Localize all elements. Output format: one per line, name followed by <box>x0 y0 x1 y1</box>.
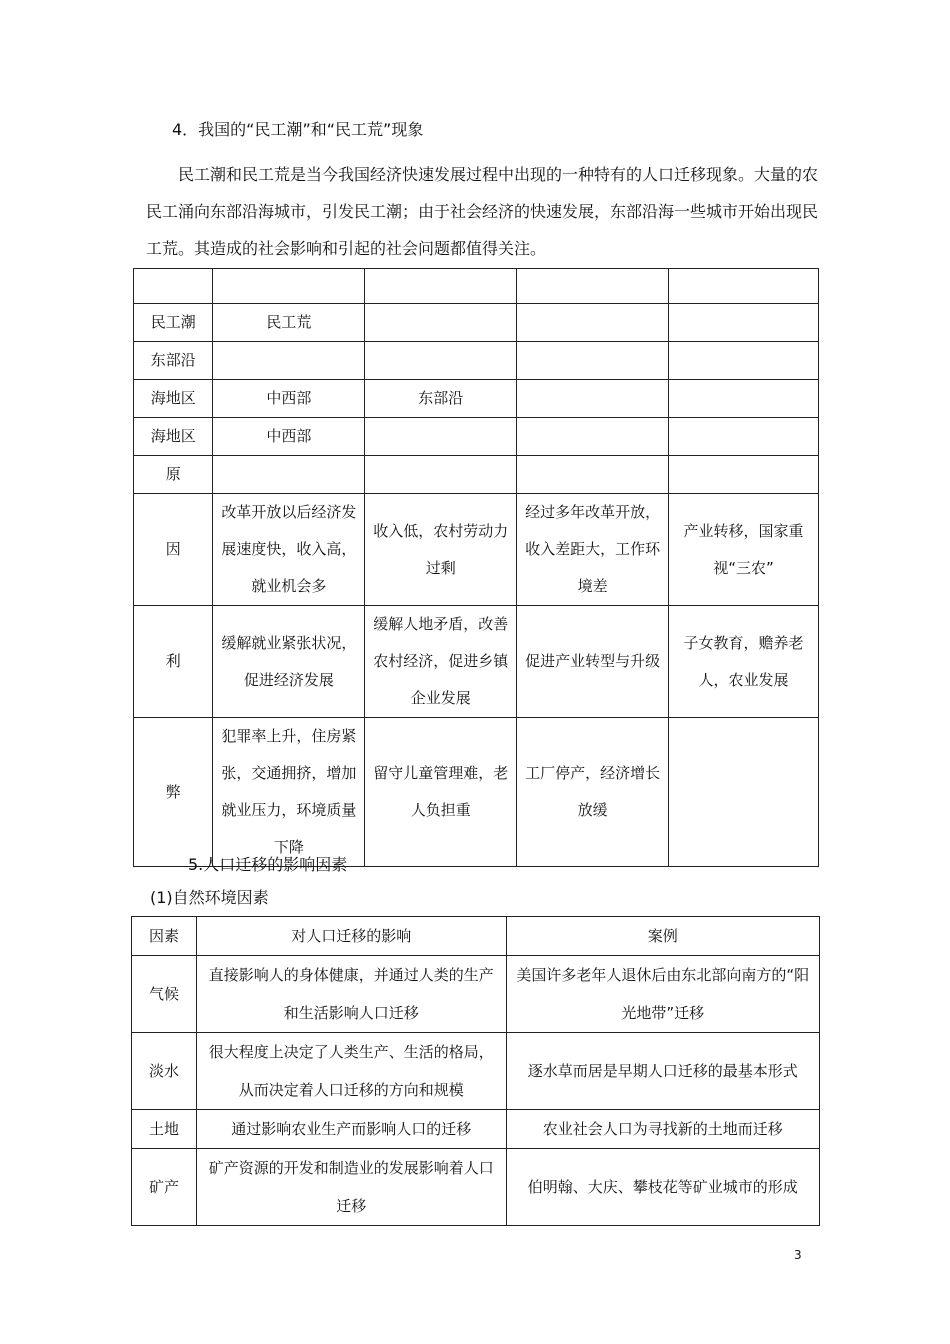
migrant-table <box>133 268 819 867</box>
table-cell: 产业转移，国家重视“三农” <box>669 494 819 606</box>
table-row <box>132 956 820 1033</box>
table-cell: 直接影响人的身体健康，并通过人类的生产和生活影响人口迁移 <box>197 956 506 1033</box>
table-cell: 海地区 <box>134 380 213 418</box>
table-cell: 缓解人地矛盾，改善农村经济，促进乡镇企业发展 <box>365 606 517 718</box>
table-cell: 缓解就业紧张状况，促进经济发展 <box>213 606 365 718</box>
table-cell: 土地 <box>132 1110 197 1149</box>
table-cell <box>365 418 517 456</box>
table-cell: 原 <box>134 456 213 494</box>
table-cell: 通过影响农业生产而影响人口的迁移 <box>197 1110 506 1149</box>
table-row <box>134 269 819 304</box>
table-cell: 因 <box>134 494 213 606</box>
table-cell: 农业社会人口为寻找新的土地而迁移 <box>506 1110 819 1149</box>
table-cell: 气候 <box>132 956 197 1033</box>
table-row <box>134 606 819 718</box>
table-cell <box>365 269 517 304</box>
table-cell <box>517 380 669 418</box>
table-row <box>134 494 819 606</box>
table-row <box>134 718 819 867</box>
table-cell: 矿产 <box>132 1149 197 1226</box>
table-cell: 工厂停产，经济增长放缓 <box>517 718 669 867</box>
table-header: 对人口迁移的影响 <box>197 917 506 956</box>
section-4-paragraph: 民工潮和民工荒是当今我国经济快速发展过程中出现的一种特有的人口迁移现象。大量的农民工涌向东部沿海城市，引发民工潮；由于社会经济的快速发展，东部沿海一些城市开始出现民工荒。其造成的社会影响和引起的社会问题都值得关注。 <box>146 165 819 258</box>
table-cell: 海地区 <box>134 418 213 456</box>
table-header-row <box>132 917 820 956</box>
table-cell: 中西部 <box>213 418 365 456</box>
table-row <box>132 1149 820 1226</box>
table-row <box>132 1110 820 1149</box>
table-cell: 利 <box>134 606 213 718</box>
table-header: 案例 <box>506 917 819 956</box>
table-cell <box>517 342 669 380</box>
table-cell: 伯明翰、大庆、攀枝花等矿业城市的形成 <box>506 1149 819 1226</box>
table-cell: 东部沿 <box>365 380 517 418</box>
table-cell <box>669 418 819 456</box>
table-cell: 民工潮 <box>134 304 213 342</box>
table-cell <box>517 269 669 304</box>
table-cell: 淡水 <box>132 1033 197 1110</box>
table-cell <box>365 304 517 342</box>
table-cell <box>134 269 213 304</box>
table-row <box>132 1033 820 1110</box>
table-cell: 逐水草而居是早期人口迁移的最基本形式 <box>506 1033 819 1110</box>
table-cell <box>669 304 819 342</box>
table-cell <box>669 718 819 867</box>
table-cell <box>517 304 669 342</box>
table-cell <box>365 342 517 380</box>
table-row <box>134 304 819 342</box>
table-cell: 子女教育，赡养老人，农业发展 <box>669 606 819 718</box>
table-row <box>134 342 819 380</box>
table-cell: 很大程度上决定了人类生产、生活的格局，从而决定着人口迁移的方向和规模 <box>197 1033 506 1110</box>
section-5-subheading: (1)自然环境因素 <box>150 888 269 907</box>
factors-table <box>131 916 820 1226</box>
table-cell <box>365 456 517 494</box>
table-row <box>134 380 819 418</box>
table-cell: 改革开放以后经济发展速度快，收入高，就业机会多 <box>213 494 365 606</box>
table-cell <box>213 456 365 494</box>
table-cell <box>669 456 819 494</box>
page-number: 3 <box>794 1248 802 1262</box>
table-cell <box>669 342 819 380</box>
table-cell: 经过多年改革开放，收入差距大，工作环境差 <box>517 494 669 606</box>
table-row <box>134 418 819 456</box>
table-cell: 促进产业转型与升级 <box>517 606 669 718</box>
table-cell <box>669 269 819 304</box>
table-cell: 留守儿童管理难，老人负担重 <box>365 718 517 867</box>
table-cell: 美国许多老年人退休后由东北部向南方的“阳光地带”迁移 <box>506 956 819 1033</box>
table-cell <box>669 380 819 418</box>
table-cell <box>213 269 365 304</box>
table-cell: 民工荒 <box>213 304 365 342</box>
table-cell: 中西部 <box>213 380 365 418</box>
table-cell: 矿产资源的开发和制造业的发展影响着人口迁移 <box>197 1149 506 1226</box>
table-cell: 犯罪率上升，住房紧张，交通拥挤，增加就业压力，环境质量下降 <box>213 718 365 867</box>
table-cell: 弊 <box>134 718 213 867</box>
table-cell <box>213 342 365 380</box>
table-cell <box>517 456 669 494</box>
table-cell: 东部沿 <box>134 342 213 380</box>
table-cell <box>517 418 669 456</box>
table-header: 因素 <box>132 917 197 956</box>
table-cell: 收入低，农村劳动力过剩 <box>365 494 517 606</box>
table-row <box>134 456 819 494</box>
section-5-heading: 5.人口迁移的影响因素 <box>188 855 348 874</box>
section-4-heading: 4．我国的“民工潮”和“民工荒”现象 <box>172 120 424 139</box>
